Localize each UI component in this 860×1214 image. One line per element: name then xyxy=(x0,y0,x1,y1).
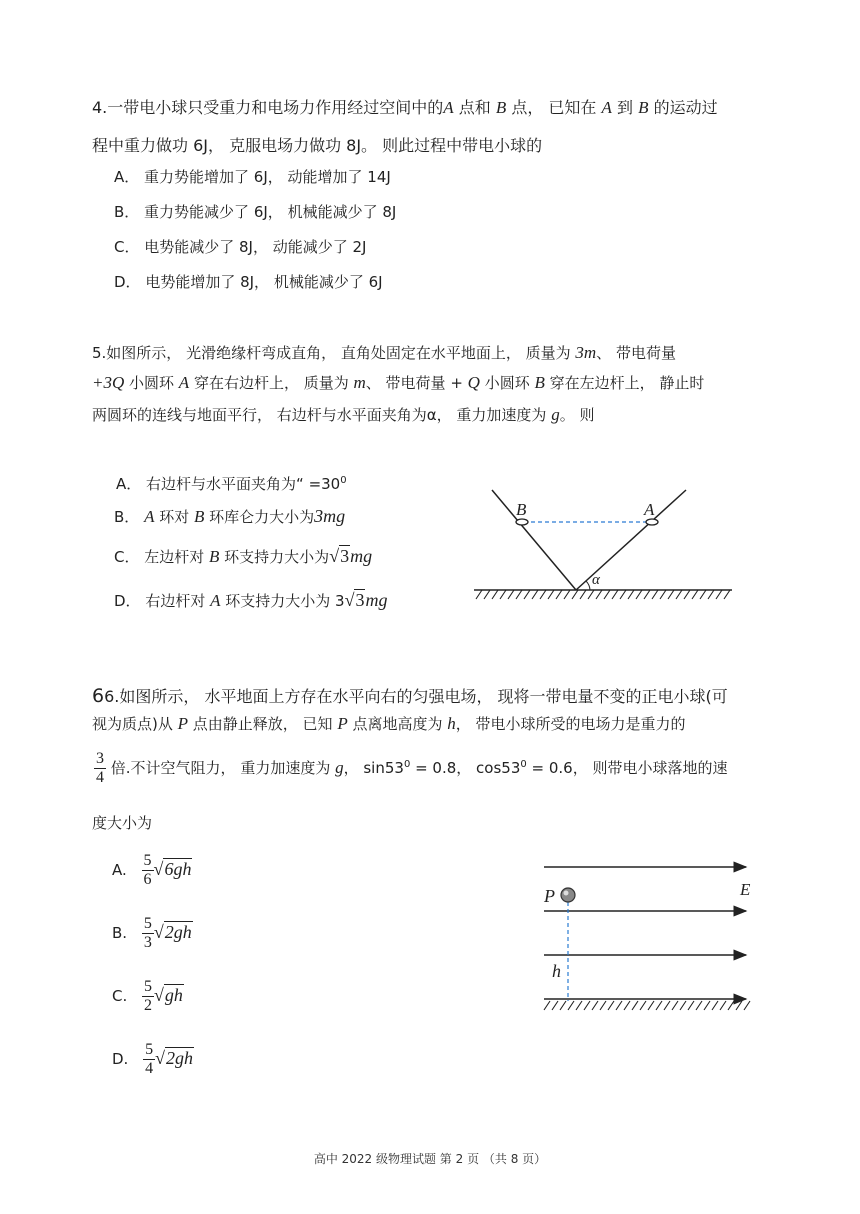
q6-line2: 视为质点)从 P 点由静止释放， 已知 P 点离地高度为 h， 带电小球所受的电场力是重力的 xyxy=(92,714,686,733)
q6-line4: 度大小为 xyxy=(92,814,153,832)
q5-figure xyxy=(466,480,738,604)
charged-ball xyxy=(561,888,575,902)
ring-a xyxy=(646,519,658,525)
angle-arc xyxy=(586,581,590,590)
fraction-3-4: $\frac{3}{4}$ xyxy=(96,750,104,786)
q5-line1: 5.如图所示， 光滑绝缘杆弯成直角， 直角处固定在水平地面上， 质量为 3m、 带电荷量 xyxy=(92,343,676,362)
q5-option-c: C． 左边杆对 B 环支持力大小为√3mg xyxy=(114,546,373,566)
ground-hatch xyxy=(476,590,730,599)
left-rod xyxy=(492,490,576,590)
q5-option-a: A． 右边杆与水平面夹角为“ $=30^0$ xyxy=(116,475,347,493)
q4-option-a: A． 重力势能增加了 6J， 动能增加了 14J xyxy=(114,168,391,186)
q5-line3: 两圆环的连线与地面平行， 右边杆与水平面夹角为α， 重力加速度为 g。 则 xyxy=(92,405,595,424)
q5-option-b: B． A 环对 B 环库仑力大小为3mg xyxy=(114,506,346,526)
label-alpha: α xyxy=(592,572,600,588)
q6-option-c: C. $\frac{5}{2}$ √gh xyxy=(112,978,183,1014)
q4-line2: 程中重力做功 6J， 克服电场力做功 8J。 则此过程中带电小球的 xyxy=(92,136,543,155)
label-p: P xyxy=(544,886,555,906)
q6-option-d: D. $\frac{5}{4}$ √2gh xyxy=(112,1041,193,1077)
label-h: h xyxy=(552,961,561,981)
q6-line1: 66.如图所示， 水平地面上方存在水平向右的匀强电场， 现将一带电量不变的正电小球(可 xyxy=(92,685,728,707)
label-e: E xyxy=(740,880,751,899)
q6-line3: $\frac{3}{4}$ 倍.不计空气阻力， 重力加速度为 g， $\sin 53^0 = 0.8$， $\cos 53^0 = 0.6$， 则带电小球落地的速 xyxy=(96,750,728,786)
ground-hatch xyxy=(544,1001,750,1010)
q5-option-d: D． 右边杆对 A 环支持力大小为 3√3mg xyxy=(114,590,388,610)
label-a: A xyxy=(644,500,655,519)
q6-option-b: B. $\frac{5}{3}$ √2gh xyxy=(112,915,192,951)
q6-option-a: A. $\frac{5}{6}$ √6gh xyxy=(112,852,192,888)
q4-line1: 4.一带电小球只受重力和电场力作用经过空间中的A 点和 B 点， 已知在 A 到 B 的运动过 xyxy=(92,98,718,117)
q5-line2: +3Q 小圆环 A 穿在右边杆上， 质量为 m、 带电荷量 + Q 小圆环 B 穿在左边杆上， 静止时 xyxy=(92,373,705,392)
q4-option-d: D． 电势能增加了 8J， 机械能减少了 6J xyxy=(114,273,383,291)
ring-b xyxy=(516,519,528,525)
q4-option-b: B． 重力势能减少了 6J， 机械能减少了 8J xyxy=(114,203,397,221)
page-footer: 高中 2022 级物理试题 第 2 页 （共 8 页） xyxy=(313,1152,547,1166)
label-b: B xyxy=(516,500,527,519)
q6-figure xyxy=(534,855,760,1019)
ball-highlight xyxy=(564,891,569,896)
q4-option-c: C． 电势能减少了 8J， 动能减少了 2J xyxy=(114,238,367,256)
